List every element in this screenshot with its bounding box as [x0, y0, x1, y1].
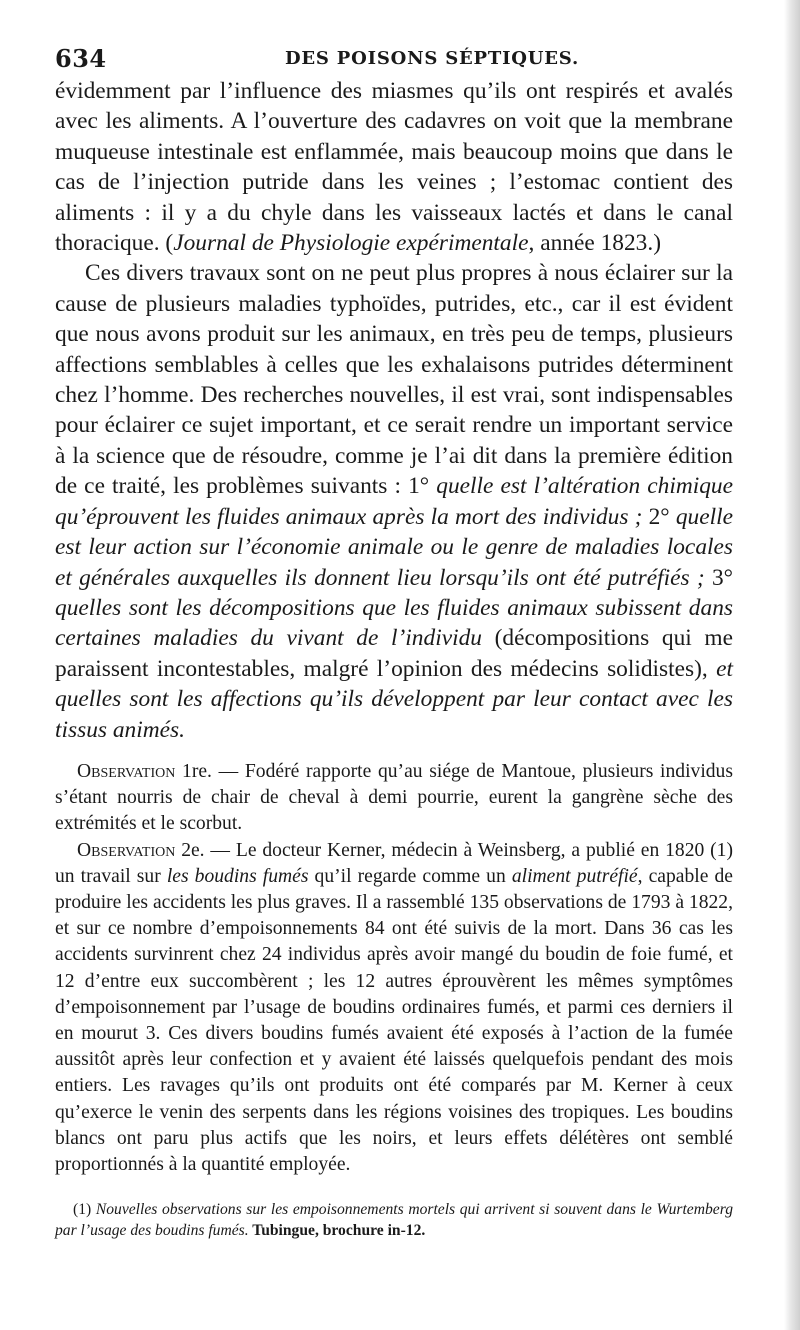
- observation-number: 1re.: [182, 760, 212, 782]
- main-text: [55, 76, 733, 745]
- running-title: DES POISONS SÉPTIQUES.: [285, 48, 580, 69]
- page-header: [55, 38, 733, 76]
- journal-citation: Journal de Physiologie expérimentale: [173, 230, 529, 257]
- footnote-publication: Tubingue, brochure in-12.: [248, 1221, 426, 1239]
- paragraph-2: Ces divers travaux sont on ne peut plus propres à nous éclairer sur la cause de plusieurs maladies typhoïdes, putrides, etc., car il est évident que nous avons produit sur les animaux, en très peu de temps, plusieurs affections semblables à celles que les exhalaisons putrides déterminent chez l’homme. Des recherches nouvelles, il est vrai, sont indispensables pour éclairer ce sujet important, et ce serait rendre un important service à la science que de résoudre, comme je l’ai dit dans la première édition de ce traité, les problèmes suivants : 1° quelle est l’altération chimique qu’éprouvent les fluides animaux après la mort des individus ; 2° quelle est leur action sur l’économie animale ou le genre de maladies locales et générales auxquelles ils donnent lieu lorsqu’ils ont été putréfiés ; 3° quelles sont les décompositions que les fluides animaux subissent dans certaines maladies du vivant de l’individu (décompositions qui me paraissent incontestables, malgré l’opinion des médecins solidistes), et quelles sont les affections qu’ils développent par leur contact avec les tissus animés.: [55, 260, 734, 743]
- observation-2: Observation 2e. — Le docteur Kerner, médecin à Weinsberg, a publié en 1820 (1) un travail sur les boudins fumés qu’il regarde comme un aliment putréfié, capable de produire les accidents les plus graves. Il a rassemblé 135 observations de 1793 à 1822, et sur ce nombre d’empoisonnements 84 ont été suivis de la mort. Dans 36 cas les accidents survinrent chez 24 individus après avoir mangé du boudin de foie fumé, et 12 d’entre eux succombèrent ; les 12 autres éprouvèrent les mêmes symptômes d’empoisonnement par l’usage de boudins ordinaires fumés, et parmi ces derniers il en mourut 3. Ces divers boudins fumés avaient été exposés à l’action de la fumée aussitôt après leur confection et y avaient été laissés quelquefois pendant des mois entiers. Les ravages qu’ils ont produits ont été comparés par M. Kerner à ceux qu’exerce le venin des serpents dans les régions voisines des tropiques. Les boudins blancs ont paru plus actifs que les noirs, et leurs effets délétères ont semblé proportionnés à la quantité employée.: [55, 839, 733, 1175]
- observation-1: Observation 1re. — Fodéré rapporte qu’au siége de Mantoue, plusieurs individus s’étant nourris de chair de cheval à demi pourrie, eurent la gangrène sèche des extrémités et le scorbut.: [55, 760, 733, 835]
- footnote-mark: (1): [73, 1201, 96, 1219]
- page-edge-shadow: [784, 0, 800, 1330]
- paragraph-1: évidemment par l’influence des miasmes qu’ils ont respirés et avalés avec les aliments. A l’ouverture des cadavres on voit que la membrane muqueuse intestinale est enflammée, mais beaucoup moins que dans le cas de l’injection putride dans les veines ; l’estomac contient des aliments : il y a du chyle dans les vaisseaux lactés et dans le canal thoracique. (Journal de Physiologie expérimentale, année 1823.): [55, 78, 733, 257]
- problem-conclusion: et quelles sont les affections qu’ils développent par leur contact avec les tissus animés.: [55, 655, 733, 743]
- observation-label: Observation: [77, 760, 176, 782]
- book-page: [55, 38, 733, 1241]
- footnote: [55, 1200, 733, 1241]
- problem-1: quelle est l’altération chimique qu’éprouvent les fluides animaux après la mort des individus ;: [55, 473, 733, 530]
- observation-label: Observation: [77, 839, 176, 861]
- page-number: 634: [55, 44, 107, 73]
- problem-2: quelle est leur action sur l’économie animale ou le genre de maladies locales et générales auxquelles ils donnent lieu lorsqu’ils ont été putréfiés ;: [55, 503, 733, 591]
- problem-3: quelles sont les décompositions que les fluides animaux subissent dans certaines maladies du vivant de l’individu: [55, 594, 733, 652]
- observation-number: 2e.: [181, 839, 205, 861]
- observations: [55, 759, 733, 1178]
- footnote-title: Nouvelles observations sur les empoisonnements mortels qui arrivent si souvent dans le Wurtemberg par l’usage des boudins fumés.: [55, 1201, 733, 1239]
